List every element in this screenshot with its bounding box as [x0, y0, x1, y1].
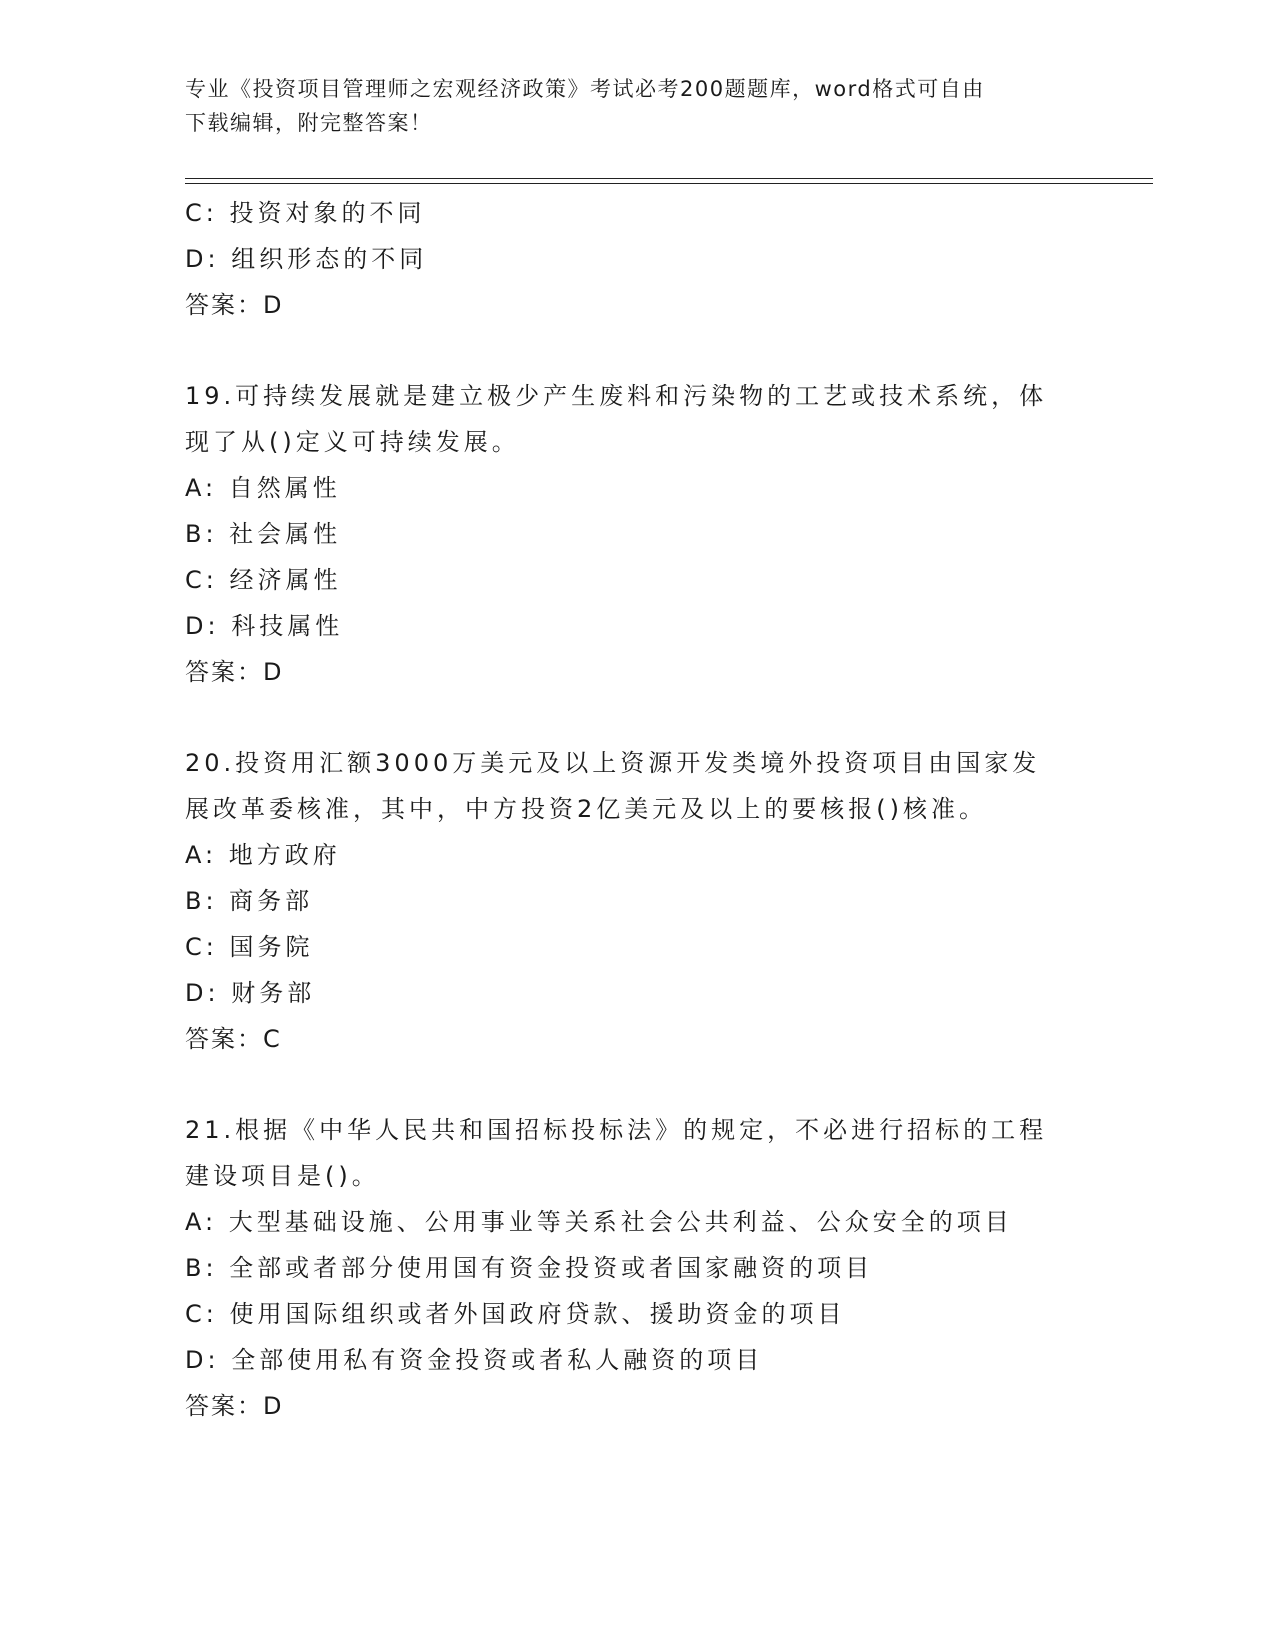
option-a: A: 自然属性	[185, 474, 341, 502]
answer: 答案：D	[185, 291, 284, 319]
option-d: D: 全部使用私有资金投资或者私人融资的项目	[185, 1346, 764, 1374]
spacer	[185, 328, 1085, 373]
option-b: B: 商务部	[185, 887, 314, 915]
question-20	[185, 740, 1085, 1062]
question-stem-line: 展改革委核准，其中，中方投资2亿美元及以上的要核报()核准。	[185, 795, 987, 823]
question-18	[185, 190, 1085, 328]
option-b: B: 全部或者部分使用国有资金投资或者国家融资的项目	[185, 1254, 874, 1282]
spacer	[185, 1062, 1085, 1107]
option-c: C: 使用国际组织或者外国政府贷款、援助资金的项目	[185, 1300, 846, 1328]
question-19	[185, 373, 1085, 695]
question-stem-line: 21.根据《中华人民共和国招标投标法》的规定，不必进行招标的工程	[185, 1116, 1048, 1144]
question-stem-line: 建设项目是()。	[185, 1162, 380, 1190]
question-stem-line: 现了从()定义可持续发展。	[185, 428, 520, 456]
header-line-2: 下载编辑，附完整答案！	[185, 111, 433, 135]
option-a: A: 大型基础设施、公用事业等关系社会公共利益、公众安全的项目	[185, 1208, 1013, 1236]
header-divider-top	[185, 178, 1153, 179]
question-stem-line: 19.可持续发展就是建立极少产生废料和污染物的工艺或技术系统，体	[185, 382, 1048, 410]
question-stem-line: 20.投资用汇额3000万美元及以上资源开发类境外投资项目由国家发	[185, 749, 1041, 777]
option-c: C: 经济属性	[185, 566, 342, 594]
question-21	[185, 1107, 1085, 1429]
spacer	[185, 695, 1085, 740]
answer: 答案：D	[185, 1392, 284, 1420]
document-body	[185, 190, 1085, 1429]
option-d: D: 科技属性	[185, 612, 344, 640]
header-divider-bottom	[185, 183, 1153, 184]
header-line-1: 专业《投资项目管理师之宏观经济政策》考试必考200题题库，word格式可自由	[185, 77, 985, 101]
option-d: D: 组织形态的不同	[185, 245, 428, 273]
document-header	[185, 72, 1085, 140]
option-c: C: 投资对象的不同	[185, 199, 426, 227]
option-a: A: 地方政府	[185, 841, 341, 869]
answer: 答案：D	[185, 658, 284, 686]
answer: 答案：C	[185, 1025, 282, 1053]
option-d: D: 财务部	[185, 979, 316, 1007]
option-b: B: 社会属性	[185, 520, 342, 548]
option-c: C: 国务院	[185, 933, 314, 961]
